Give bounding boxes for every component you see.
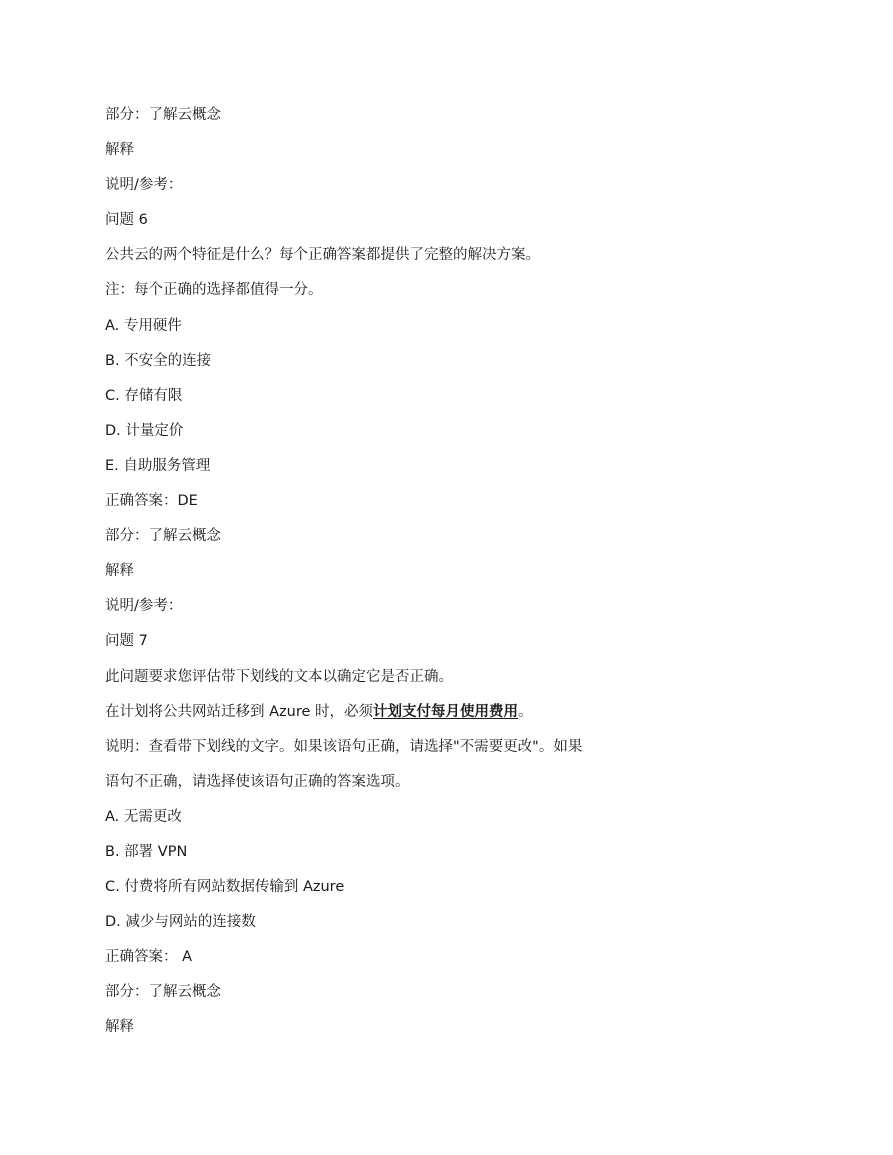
question-heading: 问题 7 [105, 633, 148, 650]
reference-label: 说明/参考： [105, 598, 183, 615]
instruction-text: 说明：查看带下划线的文字。如果该语句正确，请选择"不需要更改"。如果 [105, 738, 583, 755]
section-label: 部分：了解云概念 [105, 528, 221, 545]
question-text: 公共云的两个特征是什么？每个正确答案都提供了完整的解决方案。 [105, 247, 540, 264]
section-label: 部分：了解云概念 [105, 984, 221, 1001]
answer-option: A. 无需更改 [105, 808, 182, 825]
correct-answer: 正确答案： A [105, 949, 193, 966]
answer-option: B. 不安全的连接 [105, 352, 212, 369]
explanation-heading: 解释 [105, 1019, 134, 1036]
document-body [105, 103, 725, 1051]
reference-label: 说明/参考： [105, 177, 183, 194]
answer-option: D. 减少与网站的连接数 [105, 914, 256, 931]
explanation-heading: 解释 [105, 142, 134, 159]
statement-underlined-text: 计划支付每月使用费用 [373, 703, 519, 720]
question-heading: 问题 6 [105, 212, 148, 229]
statement-suffix: 。 [518, 703, 533, 720]
question-note: 注：每个正确的选择都值得一分。 [105, 282, 323, 299]
answer-option: A. 专用硬件 [105, 317, 182, 334]
question-statement [105, 700, 725, 735]
question-text: 此问题要求您评估带下划线的文本以确定它是否正确。 [105, 668, 453, 685]
answer-option: C. 存储有限 [105, 387, 183, 404]
answer-option: C. 付费将所有网站数据传输到 Azure [105, 879, 345, 896]
answer-option: D. 计量定价 [105, 422, 184, 439]
statement-prefix: 在计划将公共网站迁移到 Azure 时，必须 [105, 703, 374, 720]
instruction-text: 语句不正确，请选择使该语句正确的答案选项。 [105, 773, 410, 790]
explanation-heading: 解释 [105, 563, 134, 580]
section-label: 部分：了解云概念 [105, 107, 221, 123]
answer-option: B. 部署 VPN [105, 843, 188, 860]
correct-answer: 正确答案：DE [105, 493, 198, 510]
answer-option: E. 自助服务管理 [105, 457, 211, 474]
